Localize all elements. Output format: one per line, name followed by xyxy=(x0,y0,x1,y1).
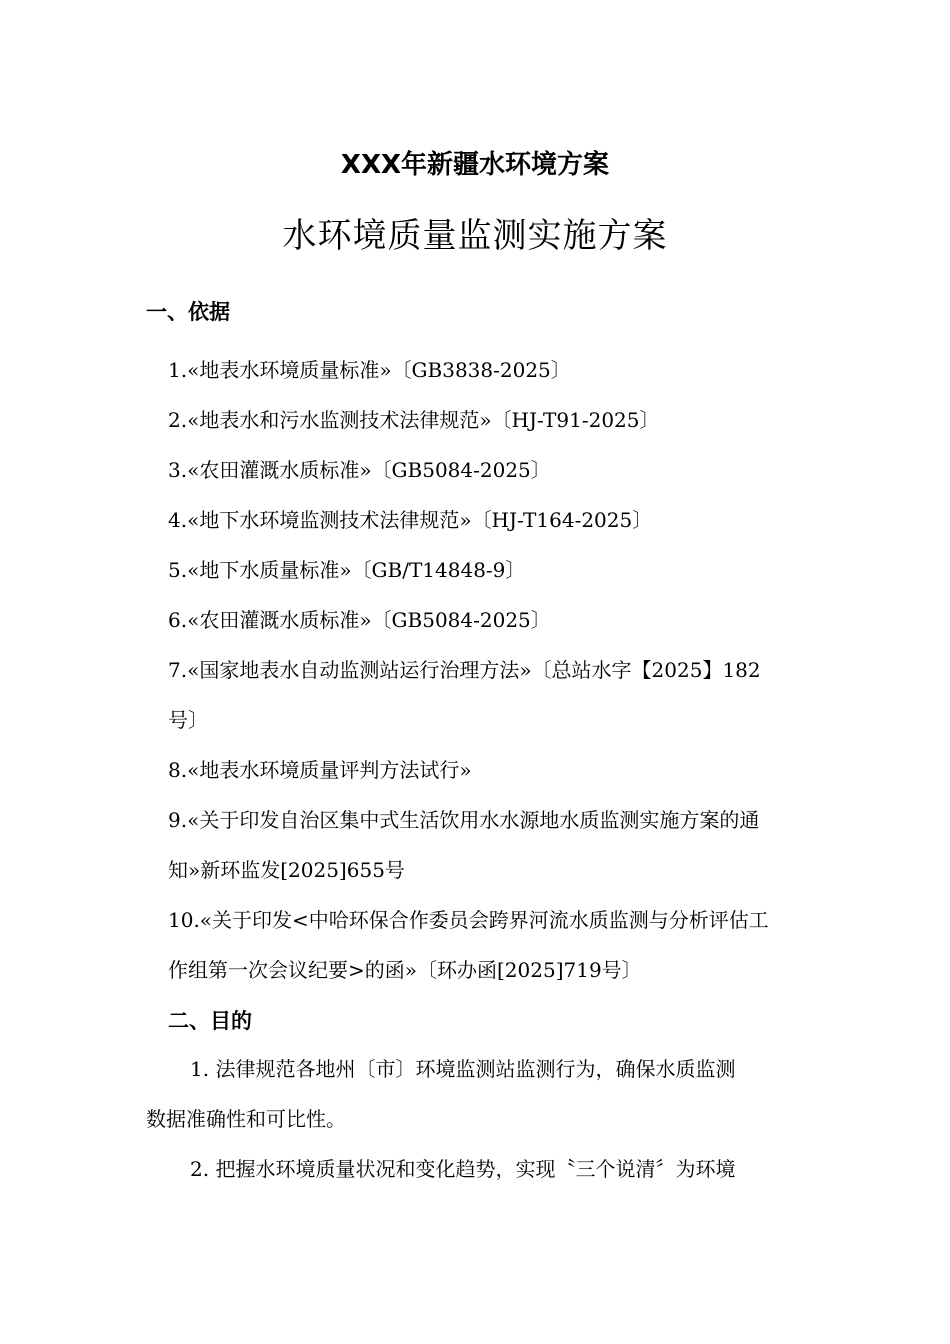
basis-item-6: 6.«农田灌溉水质标准»〔GB5084-2025〕 xyxy=(168,608,551,632)
basis-item-5: 5.«地下水质量标准»〔GB/T14848-9〕 xyxy=(168,558,526,582)
section-heading-basis: 一、依据 xyxy=(146,300,230,324)
purpose-item-1-line-1: 1. 法律规范各地州〔市〕环境监测站监测行为，确保水质监测 xyxy=(190,1057,736,1081)
document-subtitle: 水环境质量监测实施方案 xyxy=(282,216,668,256)
basis-item-2: 2.«地表水和污水监测技术法律规范»〔HJ-T91-2025〕 xyxy=(168,408,660,432)
basis-item-10-line-1: 10.«关于印发<中哈环保合作委员会跨界河流水质监测与分析评估工 xyxy=(168,908,769,932)
basis-item-9-line-2: 知»新环监发[2025]655号 xyxy=(168,858,405,882)
basis-item-10-line-2: 作组第一次会议纪要>的函»〔环办函[2025]719号〕 xyxy=(168,958,642,982)
basis-item-7-line-1: 7.«国家地表水自动监测站运行治理方法»〔总站水字【2025】182 xyxy=(168,658,761,682)
basis-item-9-line-1: 9.«关于印发自治区集中式生活饮用水水源地水质监测实施方案的通 xyxy=(168,808,760,832)
basis-item-8: 8.«地表水环境质量评判方法试行» xyxy=(168,758,472,782)
section-heading-purpose: 二、目的 xyxy=(168,1009,252,1033)
basis-item-3: 3.«农田灌溉水质标准»〔GB5084-2025〕 xyxy=(168,458,551,482)
purpose-item-1-line-2: 数据准确性和可比性。 xyxy=(146,1107,346,1131)
basis-item-1: 1.«地表水环境质量标准»〔GB3838-2025〕 xyxy=(168,358,571,382)
basis-item-4: 4.«地下水环境监测技术法律规范»〔HJ-T164-2025〕 xyxy=(168,508,653,532)
basis-item-7-line-2: 号〕 xyxy=(168,708,208,732)
document-title: XXX年新疆水环境方案 xyxy=(340,150,610,180)
purpose-item-2-line-1: 2. 把握水环境质量状况和变化趋势，实现〝三个说清〞为环境 xyxy=(190,1157,736,1181)
